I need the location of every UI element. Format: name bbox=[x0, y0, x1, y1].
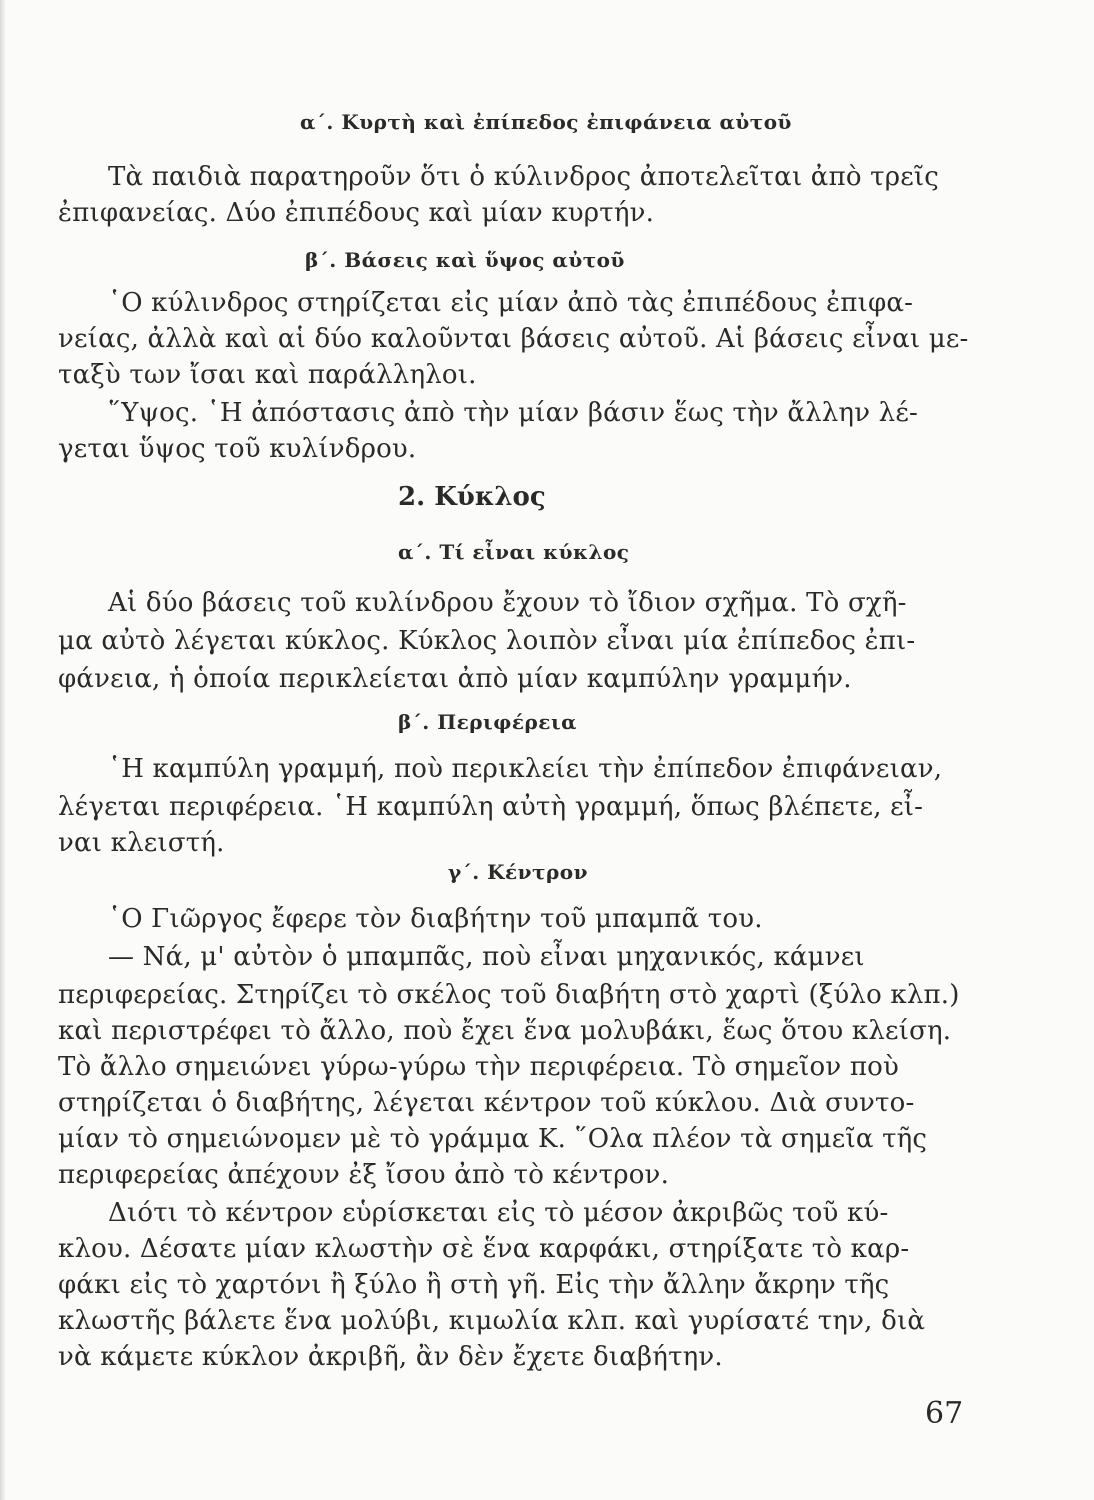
section-heading-what-is-circle: α΄. Τί εἶναι κύκλος bbox=[398, 540, 630, 564]
paragraph-line: ῾Η καμπύλη γραμμή, ποὺ περικλείει τὴν ἐπίπεδον ἐπιφάνειαν, bbox=[108, 754, 943, 784]
paragraph-line: κλωστῆς βάλετε ἕνα μολύβι, κιμωλία κλπ. καὶ γυρίσατέ την, διὰ bbox=[58, 1306, 926, 1336]
paragraph-line: φάκι εἰς τὸ χαρτόνι ἢ ξύλο ἢ στὴ γῆ. Εἰς τὴν ἄλλην ἄκρην τῆς bbox=[58, 1270, 890, 1300]
paragraph-line: μα αὐτὸ λέγεται κύκλος. Κύκλος λοιπὸν εἶναι μία ἐπίπεδος ἐπι- bbox=[58, 626, 916, 656]
paragraph-line: γεται ὕψος τοῦ κυλίνδρου. bbox=[58, 434, 417, 464]
paragraph-line: φάνεια, ἡ ὁποία περικλείεται ἀπὸ μίαν καμπύλην γραμμήν. bbox=[58, 664, 852, 694]
paragraph-line: ῾Ο Γιῶργος ἔφερε τὸν διαβήτην τοῦ μπαμπᾶ του. bbox=[108, 904, 763, 934]
chapter-title: 2. Κύκλος bbox=[398, 482, 546, 512]
paragraph-line: μίαν τὸ σημειώνομεν μὲ τὸ γράμμα Κ. ῞Ολα πλέον τὰ σημεῖα τῆς bbox=[58, 1124, 928, 1154]
paragraph-line: ῾Ο κύλινδρος στηρίζεται εἰς μίαν ἀπὸ τὰς ἐπιπέδους ἐπιφα- bbox=[108, 288, 914, 318]
paragraph-line: νὰ κάμετε κύκλον ἀκριβῆ, ἂν δὲν ἔχετε διαβήτην. bbox=[58, 1342, 723, 1372]
paragraph-line: ἐπιφανείας. Δύο ἐπιπέδους καὶ μίαν κυρτήν. bbox=[58, 198, 655, 228]
section-heading-center: γ΄. Κέντρον bbox=[448, 860, 589, 884]
paragraph-line: Διότι τὸ κέντρον εὑρίσκεται εἰς τὸ μέσον ἀκριβῶς τοῦ κύ- bbox=[108, 1198, 889, 1228]
page-number: 67 bbox=[925, 1396, 964, 1431]
paragraph-line: κλου. Δέσατε μίαν κλωστὴν σὲ ἕνα καρφάκι, στηρίξατε τὸ καρ- bbox=[58, 1234, 910, 1264]
paragraph-line: Τὰ παιδιὰ παρατηροῦν ὅτι ὁ κύλινδρος ἀποτελεῖται ἀπὸ τρεῖς bbox=[108, 162, 940, 192]
section-heading-circumference: β΄. Περιφέρεια bbox=[398, 710, 578, 734]
paragraph-line: στηρίζεται ὁ διαβήτης, λέγεται κέντρον τοῦ κύκλου. Διὰ συντο- bbox=[58, 1088, 915, 1118]
paragraph-line: ταξὺ των ἴσαι καὶ παράλληλοι. bbox=[58, 360, 477, 390]
paragraph-line: Τὸ ἄλλο σημειώνει γύρω-γύρω τὴν περιφέρεια. Τὸ σημεῖον ποὺ bbox=[58, 1052, 900, 1082]
paragraph-line: ναι κλειστή. bbox=[58, 828, 225, 858]
section-heading-bases-height: β΄. Βάσεις καὶ ὕψος αὐτοῦ bbox=[305, 248, 625, 272]
section-heading-curved-surface: α΄. Κυρτὴ καὶ ἐπίπεδος ἐπιφάνεια αὐτοῦ bbox=[300, 110, 792, 134]
paragraph-line: ῞Υψος. ῾Η ἀπόστασις ἀπὸ τὴν μίαν βάσιν ἕως τὴν ἄλλην λέ- bbox=[108, 398, 919, 428]
paragraph-line: περιφερείας ἀπέχουν ἐξ ἴσου ἀπὸ τὸ κέντρον. bbox=[58, 1160, 670, 1190]
paragraph-line: περιφερείας. Στηρίζει τὸ σκέλος τοῦ διαβήτη στὸ χαρτὶ (ξύλο κλπ.) bbox=[58, 980, 960, 1010]
paragraph-line: — Νά, μ' αὐτὸν ὁ μπαμπᾶς, ποὺ εἶναι μηχανικός, κάμνει bbox=[108, 942, 865, 972]
paragraph-line: νείας, ἀλλὰ καὶ αἱ δύο καλοῦνται βάσεις αὐτοῦ. Αἱ βάσεις εἶναι με- bbox=[58, 324, 969, 354]
paragraph-line: λέγεται περιφέρεια. ῾Η καμπύλη αὐτὴ γραμμή, ὅπως βλέπετε, εἶ- bbox=[58, 792, 924, 822]
paragraph-line: καὶ περιστρέφει τὸ ἄλλο, ποὺ ἔχει ἕνα μολυβάκι, ἕως ὅτου κλείση. bbox=[58, 1016, 952, 1046]
page-edge-shadow bbox=[0, 0, 6, 1500]
paragraph-line: Αἱ δύο βάσεις τοῦ κυλίνδρου ἔχουν τὸ ἴδιον σχῆμα. Τὸ σχῆ- bbox=[108, 588, 907, 618]
